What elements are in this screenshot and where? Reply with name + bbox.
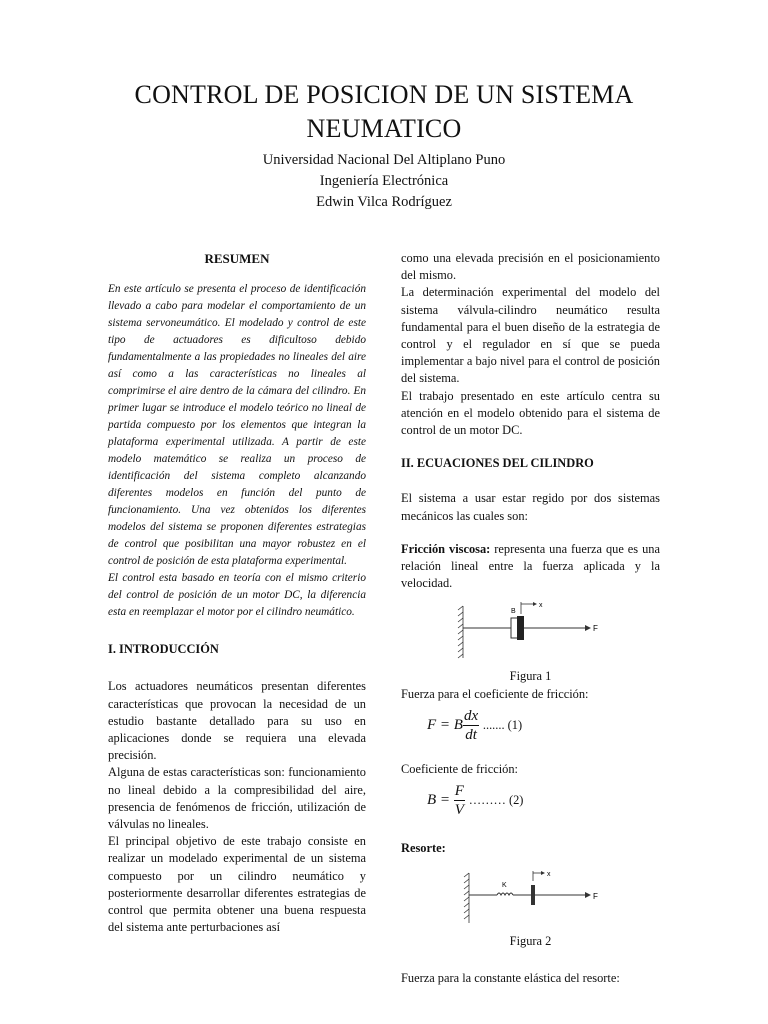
left-column <box>108 250 366 936</box>
intro-paragraph-5: El trabajo presentado en este artículo centra su atención en el modelo obtenido para el sistema de control de un motor DC. <box>401 388 660 438</box>
friction-paragraph <box>401 541 660 593</box>
abstract-paragraph-2: El control esta basado en teoría con el mismo criterio del control de posición de un motor DC, la diferencia esta en reemplazar el motor por el cilindro neumático. <box>108 572 366 619</box>
figure-1 <box>401 598 660 664</box>
figure-2 <box>401 867 660 927</box>
fig1-label-f: F <box>593 624 598 634</box>
introduction-heading: I. INTRODUCCIÓN <box>108 642 219 657</box>
equation-1 <box>427 707 660 749</box>
abstract-paragraph-1: En este artículo se presenta el proceso de identificación llevado a cabo para modelar el comportamiento de un sistema servoneumático. El modelado y control de este tipo de actuadores es dificultoso debido fundamentalmente a las propiedades no lineales del aire así como a las características no lineales al comprimirse el aire dentro de la cámara del cilindro. En primer lugar se introduce el modelo teórico no lineal de partida compuesto por los elementos que integran la plataforma experimental utilizada. A partir de este modelo matemático se realiza un proceso de identificación del sistema completo alcanzando diferentes modelos en función del punto de funcionamiento. Una vez obtenidos los diferentes modelos del sistema se proponen diferentes estrategias de control que posibilitan una mayor robustez en el control de posición de esta plataforma experimental. <box>108 283 366 568</box>
department-name: Ingeniería Electrónica <box>319 173 449 189</box>
friction-text: representa una fuerza que es una relación lineal entre la fuerza aplicada y la velocidad. <box>401 541 660 591</box>
spring-diagram <box>401 867 660 927</box>
wall-hatch <box>464 873 469 923</box>
intro-continuation: como una elevada precisión en el posicionamiento del mismo. <box>401 251 660 283</box>
fig2-label-f: F <box>593 892 598 902</box>
eq2-lhs: B = <box>427 792 451 808</box>
intro-paragraph-1: Los actuadores neumáticos presentan diferentes características que provocan la necesidad de un estudio bastante detallado para su uso en aplicaciones donde se requiera una elevada precisión. <box>108 679 366 763</box>
eq2-fraction <box>454 782 465 819</box>
section2-heading: II. ECUACIONES DEL CILINDRO <box>401 456 594 471</box>
equation-2 <box>427 782 660 824</box>
abstract-heading: RESUMEN <box>204 251 270 266</box>
eq1-numerator: dx <box>463 707 479 724</box>
eq1-denominator: dt <box>465 726 477 743</box>
eq1-fraction <box>463 707 479 744</box>
affiliation-block <box>60 150 708 213</box>
fig2-label-k: K <box>502 882 507 890</box>
friction-label: Fricción viscosa: <box>401 541 491 556</box>
eq2-denominator: V <box>454 802 464 819</box>
spring-heading: Resorte: <box>401 841 446 856</box>
eq2-numerator: F <box>454 783 464 800</box>
university-name: Universidad Nacional Del Altiplano Puno <box>262 152 506 168</box>
fig1-label-b: B <box>511 608 516 616</box>
paper-title: CONTROL DE POSICION DE UN SISTEMA NEUMATICO <box>134 80 634 143</box>
right-column <box>401 250 660 988</box>
eq2-tag: ……… (2) <box>468 793 524 807</box>
eq1-lhs: F = B <box>427 716 463 733</box>
abstract-body <box>108 281 366 621</box>
intro-paragraph-4: La determinación experimental del modelo del sistema válvula-cilindro neumático resulta fundamental para el buen diseño de la estrategia de control y el regulador en sí que se pueda implementar a bajo nivel para el control de posición del sistema. <box>401 285 660 386</box>
wall-hatch <box>458 606 463 658</box>
intro-paragraph-3: El principal objetivo de este trabajo consiste en realizar un modelado experimental de un sistema compuesto por un cilindro neumático y posteriormente desarrollar diferentes estrategias de control que permita obtener una buena respuesta del sistema ante perturbaciones así <box>108 834 366 935</box>
spring-force-label: Fuerza para la constante elástica del resorte: <box>401 971 620 986</box>
section2-intro: El sistema a usar estar regido por dos sistemas mecánicos las cuales son: <box>401 491 660 523</box>
figure-2-caption: Figura 2 <box>509 934 552 949</box>
figure-1-caption: Figura 1 <box>509 669 552 684</box>
friction-force-label: Fuerza para el coeficiente de fricción: <box>401 686 589 701</box>
author-name: Edwin Vilca Rodríguez <box>316 194 452 210</box>
intro-paragraph-2: Alguna de estas características son: funcionamiento no lineal debido a la compresibilidad del aire, presencia de fenómenos de fricción, utilización de válvulas no lineales. <box>108 765 366 832</box>
friction-coefficient-label: Coeficiente de fricción: <box>401 761 518 776</box>
fig1-label-x: x <box>539 602 543 610</box>
damper-diagram <box>401 598 660 664</box>
eq1-tag: ....... (1) <box>482 717 523 732</box>
fig2-label-x: x <box>547 871 551 879</box>
